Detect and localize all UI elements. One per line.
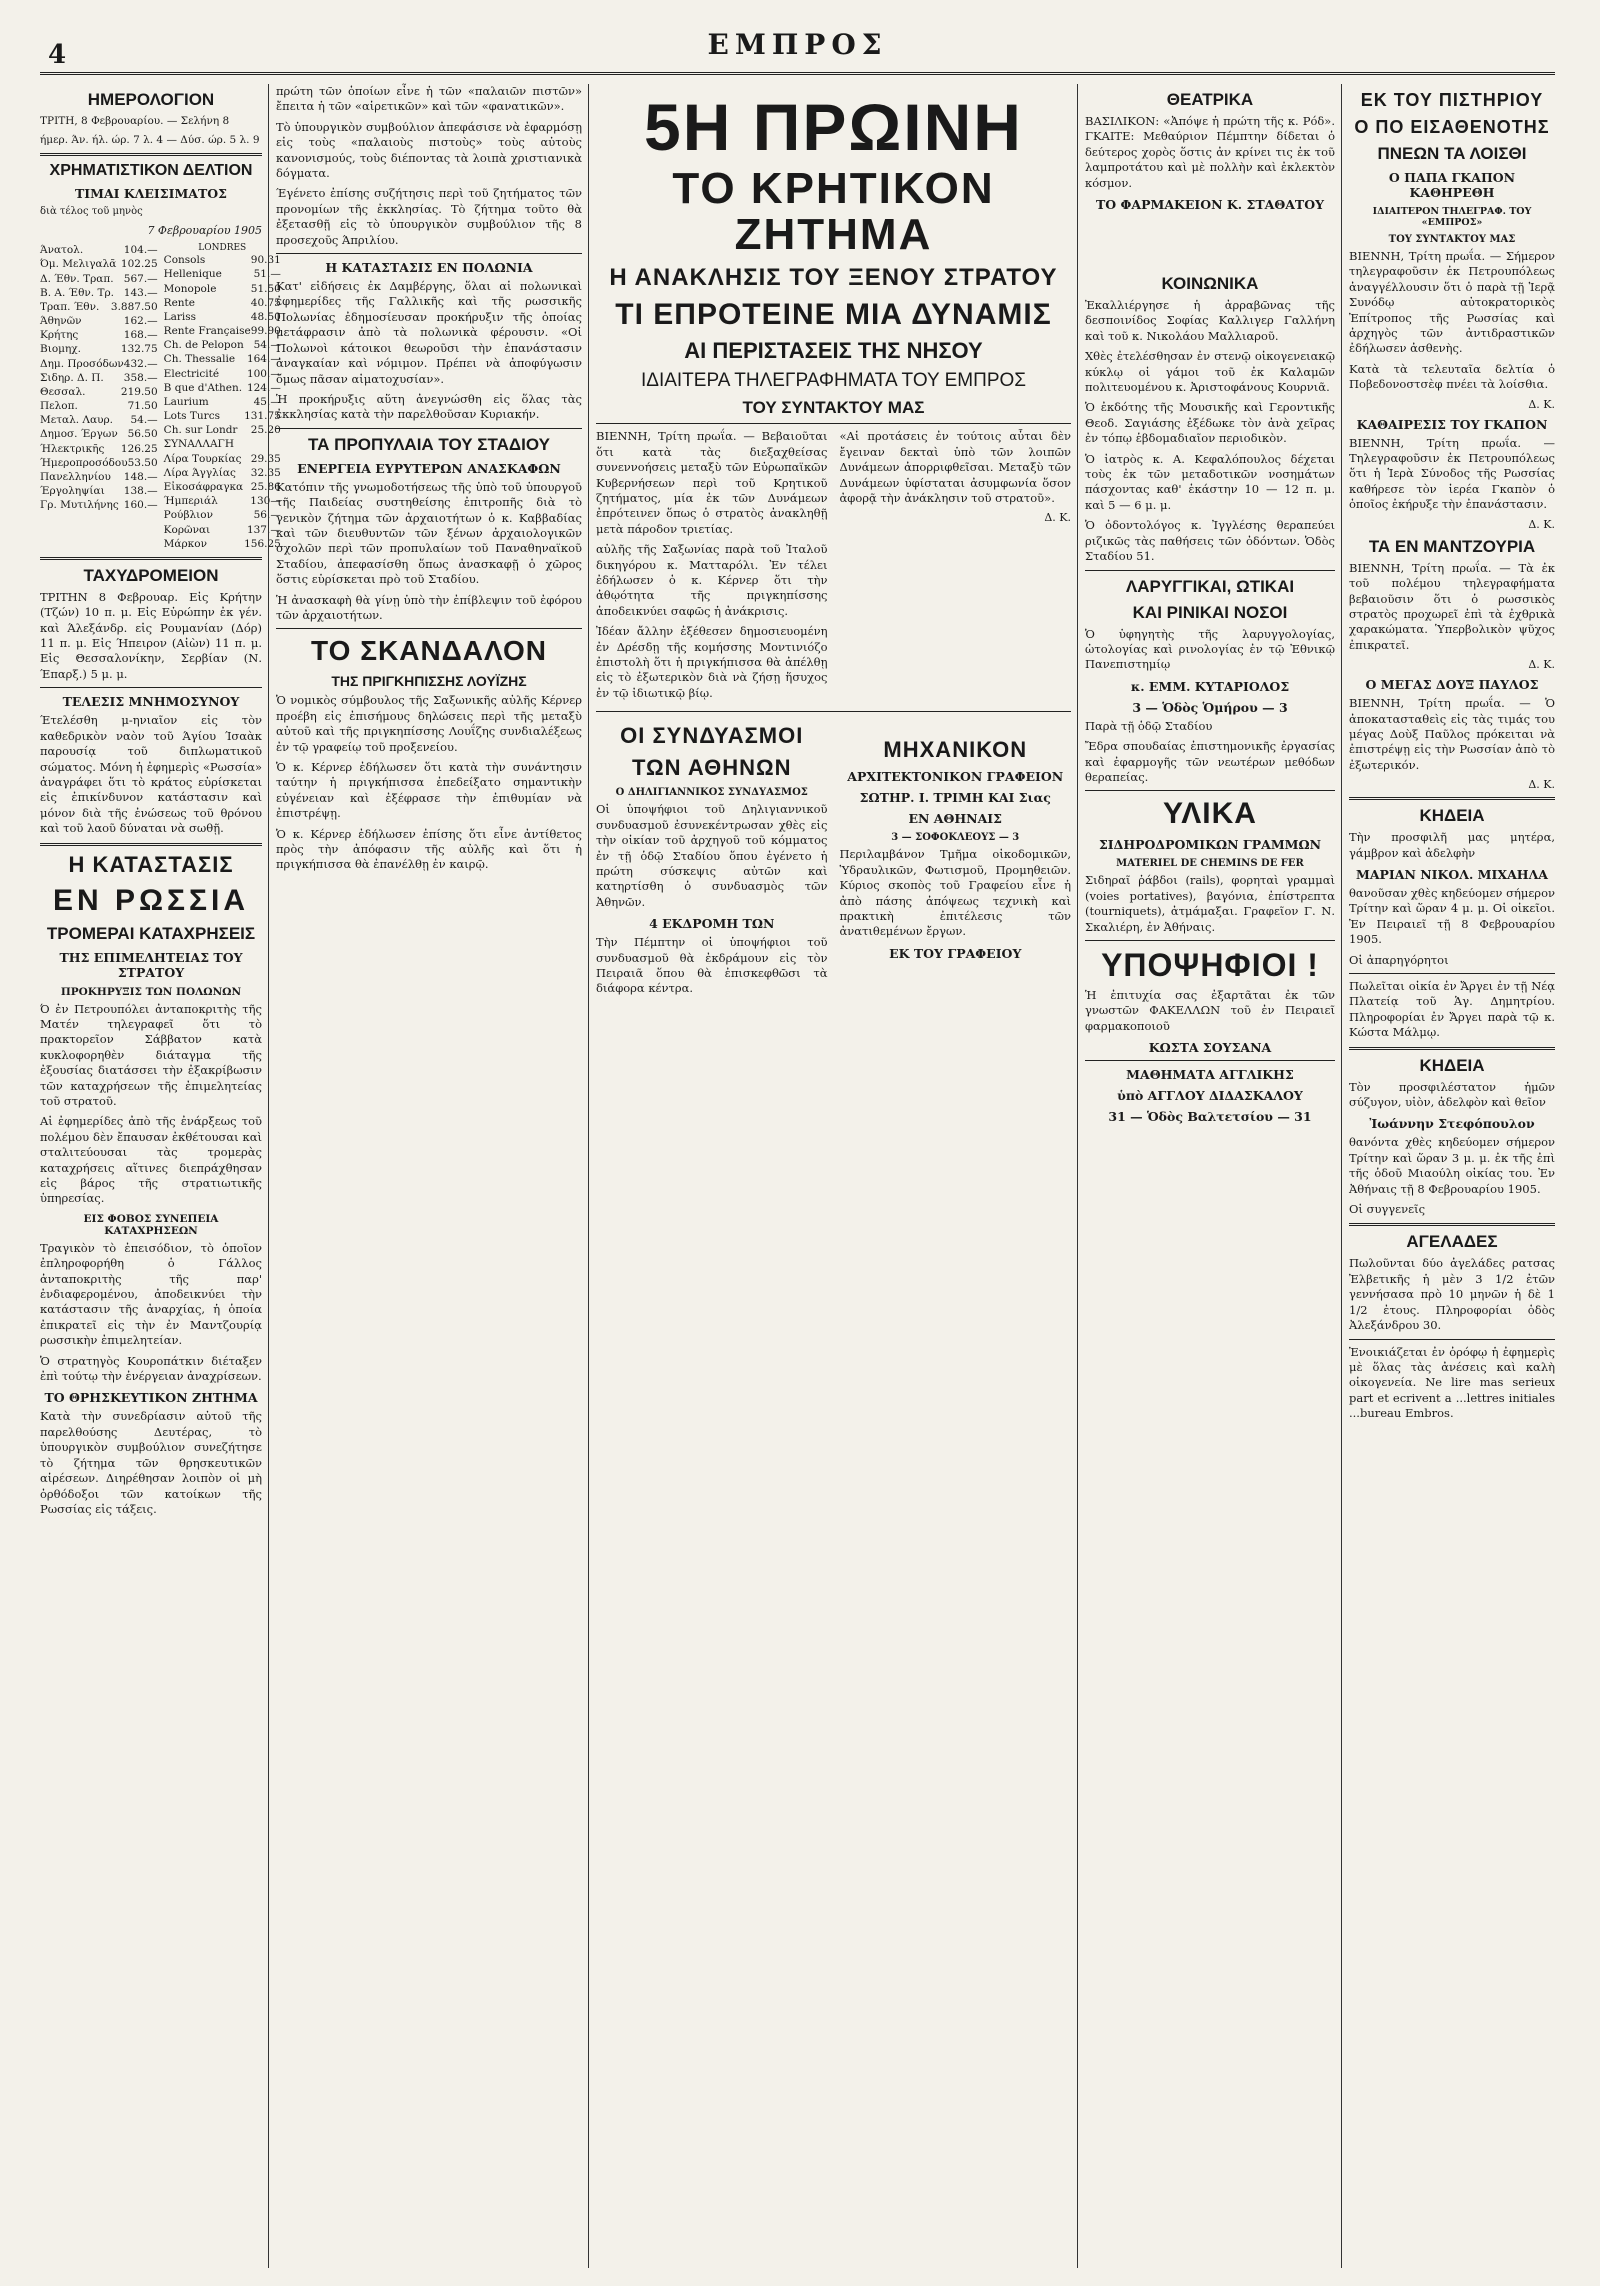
article-text: πρώτη τῶν ὁποίων εἶνε ἡ τῶν «παλαιῶν πιστῶν» ἔπειτα ἡ τῶν «αἱρετικῶν» καὶ τῶν «φανατικῶν». bbox=[276, 84, 582, 114]
price-row bbox=[164, 381, 281, 395]
russia-title-5: ΠΡΟΚΗΡΥΞΙΣ ΤΩΝ ΠΟΛΩΝΩΝ bbox=[60, 985, 242, 998]
social-text: Ἐκαλλιέργησε ἡ ἀρραβῶνας τῆς δεσποινίδος Σοφίας Καλλιγερ Γαλλήνη καὶ τοῦ κ. Νικολάου Μαλλιαροῦ. bbox=[1085, 298, 1335, 343]
divider bbox=[40, 153, 262, 156]
theater-text: ΒΑΣΙΛΙΚΟΝ: «Ἀπόψε ἡ πρώτη τῆς κ. Ρόδ». ΓΚΑΙΤΕ: Μεθαύριον Πέμπτην δίδεται ὁ δεύτερος χορὸς ὅστις ἀν κρίνει τις ἐκ τοῦ λαμπροτάτου καὶ μὲ πολλὴν καὶ ἐκλεκτὸν κόσμον. bbox=[1085, 114, 1335, 190]
post-text: ΤΡΙΤΗΝ 8 Φεβρουαρ. Εἰς Κρήτην (Τζών) 10 π. μ. Εἰς Εὐρώπην ἐκ γέν. καὶ Άλεξάνδρ. εἰς Ρουμανίαν (Δόρ) 11 π. μ. Εἰς Ήπειρον (Αἰὼν) 11 π. μ. Εἰς Θεσσαλονίκην, Σερβίαν (Ν. Έπαρξ.) 5 μ. μ. bbox=[40, 589, 262, 681]
pharmacy-title: ΤΟ ΦΑΡΜΑΚΕΙΟΝ Κ. ΣΤΑΘΑΤΟΥ bbox=[1095, 197, 1325, 213]
signature: Δ. Κ. bbox=[1528, 517, 1555, 531]
cows-text: Πωλοῦνται δύο ἀγελάδες ρατσας Ἐλβετικῆς ἡ μὲν 3 1/2 ἐτῶν γεννήσασα πρὸ 10 μηνῶν ἡ δὲ 1 1/2 ἐτους. Πληροφορίαι ὁδὸς Ἀλεξάνδρου 30. bbox=[1349, 1256, 1555, 1333]
crete-subtitle-3: ΑΙ ΠΕΡΙΣΤΑΣΕΙΣ ΤΗΣ ΝΗΣΟΥ bbox=[684, 338, 983, 364]
article-text: Έγένετο ἐπίσης συζήτησις περὶ τοῦ ζητήματος τῶν προνομίων τῆς ἐκκλησίας. Τὸ ζήτημα τοῦτο θὰ ἐξετασθῇ εἰς τὸ ὑπουργικὸν συμβούλιον τῆς 8 προσεχοῦς Άπριλίου. bbox=[276, 186, 582, 247]
larynx-text: Ὁ ὑφηγητὴς τῆς λαρυγγολογίας, ὠτολογίας καὶ ρινολογίας ἐν τῷ Ἐθνικῷ Πανεπιστημίῳ bbox=[1085, 626, 1335, 672]
price-value: 32.35 bbox=[250, 466, 281, 479]
price-value: 137.— bbox=[246, 523, 281, 536]
divider bbox=[276, 253, 582, 254]
divider bbox=[1085, 570, 1335, 571]
price-label: Ρούβλιον bbox=[163, 509, 213, 522]
prices-subtitle: διὰ τέλος τοῦ μηνὸς bbox=[40, 206, 143, 218]
english-text: ὑπὸ ΑΓΓΛΟΥ ΔΙΔΑΣΚΑΛΟΥ bbox=[1117, 1088, 1303, 1104]
doctor-text: Ὁ ἰατρὸς κ. Α. Κεφαλόπουλος δέχεται τοὺς ἐκ τῶν μεταδοτικῶν νοσημάτων πάσχοντας καθ' ἑκάστην 10 — 12 π. μ. καὶ 5 — 6 μ. μ. bbox=[1085, 451, 1335, 512]
scandal-title-2: ΤΗΣ ΠΡΙΓΚΗΠΙΣΣΗΣ ΛΟΥΪΖΗΣ bbox=[331, 673, 527, 690]
price-value: 51.— bbox=[253, 268, 281, 281]
price-label: Δημοσ. Έργων bbox=[40, 428, 118, 441]
lower-article bbox=[596, 717, 1071, 1001]
column-rule bbox=[588, 84, 589, 2268]
machinery-title-2: ΑΡΧΙΤΕΚΤΟΝΙΚΟΝ ΓΡΑΦΕΙΟΝ bbox=[847, 769, 1064, 785]
price-row bbox=[164, 466, 281, 480]
price-row bbox=[40, 243, 158, 257]
signature: Δ. Κ. bbox=[1528, 397, 1555, 411]
crete-article bbox=[596, 429, 1071, 706]
machinery-title-4: ΕΝ ΑΘΗΝΑΙΣ bbox=[908, 811, 1002, 827]
dentist-text: Ὁ ὀδοντολόγος κ. Ἰγγλέσης θεραπεύει ριζικῶς τὰς παθήσεις τῶν ὀδόντων. Ὁδὸς Σταδίου 51. bbox=[1085, 518, 1335, 564]
price-value: 54.— bbox=[253, 339, 281, 352]
russia-title-4: ΤΗΣ ΕΠΙΜΕΛΗΤΕΙΑΣ ΤΟΥ ΣΤΡΑΤΟΥ bbox=[59, 949, 243, 980]
price-label: Ήμπεριάλ bbox=[163, 495, 218, 508]
price-row bbox=[164, 267, 281, 281]
price-row bbox=[164, 367, 281, 381]
religious-title: ΤΟ ΘΡΗΣΚΕΥΤΙΚΟΝ ΖΗΤΗΜΑ bbox=[44, 1390, 258, 1406]
price-value: 54.— bbox=[130, 414, 158, 427]
divider bbox=[276, 628, 582, 629]
court-title-2: Ο ΠΟ ΕΙΣΑΘΕΝΟΤΗΣ bbox=[1354, 117, 1550, 137]
poland-title: Η ΚΑΤΑΣΤΑΣΙΣ ΕΝ ΠΟΛΩΝΙΑ bbox=[325, 260, 533, 276]
larynx-doctor: κ. ΕΜΜ. ΚΥΤΑΡΙΟΛΟΣ bbox=[1130, 678, 1290, 694]
russia-title-3: ΤΡΟΜΕΡΑΙ ΚΑΤΑΧΡΗΣΕΙΣ bbox=[46, 923, 256, 943]
memorial-title: ΤΕΛΕΣΙΣ ΜΝΗΜΟΣΥΝΟΥ bbox=[62, 694, 240, 710]
page-number: 4 bbox=[48, 40, 67, 70]
price-row bbox=[164, 338, 281, 352]
price-value: 567.— bbox=[123, 272, 158, 285]
books-text: Ὁ ἐκδότης τῆς Μουσικῆς καὶ Γεροντικῆς Θεοδ. Σαγιάσης ἐξέδωκε τὸν ἀνὰ χεῖρας ἐν τόπῳ ἑβδομαδιαῖον περιοδικὸν. bbox=[1085, 400, 1335, 446]
english-address: 31 — Ὁδὸς Βαλτετσίου — 31 bbox=[1108, 1109, 1312, 1125]
funeral-name: Ἰωάννην Στεφόπουλον bbox=[1369, 1116, 1535, 1132]
cows-title: ΑΓΕΛΑΔΕΣ bbox=[1406, 1232, 1498, 1252]
price-row bbox=[164, 523, 281, 537]
signature: Δ. Κ. bbox=[1044, 511, 1071, 525]
price-value: 126.25 bbox=[120, 442, 158, 455]
court-title-5: ΙΔΙΑΙΤΕΡΟΝ ΤΗΛΕΓΡΑΦ. ΤΟΥ «ΕΜΠΡΟΣ» bbox=[1372, 206, 1532, 228]
column-rule bbox=[1077, 84, 1078, 2268]
price-label: Πελοπ. bbox=[40, 400, 78, 413]
candidates-name: ΚΩΣΤΑ ΣΟΥΣΑΝΑ bbox=[1148, 1040, 1272, 1056]
price-value: 40.75 bbox=[250, 296, 281, 309]
price-value: 3.887.50 bbox=[110, 300, 158, 313]
english-title: ΜΑΘΗΜΑΤΑ ΑΓΓΛΙΚΗΣ bbox=[1126, 1067, 1294, 1083]
divider bbox=[1085, 940, 1335, 941]
price-row bbox=[164, 537, 281, 551]
price-row bbox=[164, 310, 281, 324]
price-row bbox=[40, 399, 158, 413]
price-value: 168.— bbox=[123, 329, 158, 342]
rail-title-3: MATERIEL DE CHEMINS DE FER bbox=[1116, 858, 1304, 870]
religious-text: Κατὰ τὴν συνεδρίασιν αὐτοῦ τῆς παρελθούσης Δευτέρας, τὸ ὑπουργικὸν συμβούλιον συνεζήτησε τὸ ζήτημα τῶν θρησκευτικῶν αἱρέσεων. Διηρέθησαν λοιπὸν οἱ μὴ ὀρθόδοξοι τῶν κατοίκων τῆς Ρωσσίας εἰς τάξεις. bbox=[40, 1409, 262, 1516]
divider bbox=[1349, 973, 1555, 974]
divider bbox=[1349, 1223, 1555, 1226]
russia-text: Αἱ ἐφημερίδες ἀπὸ τῆς ἐνάρξεως τοῦ πολέμου δὲν ἔπαυσαν ἐκθέτουσαι καὶ σταλιτεύουσαι τὰς τρομερὰς καταχρήσεις αἵτινες διεπράχθησαν εἰς βάρος τῆς στρατιωτικῆς ὑπηρεσίας. bbox=[40, 1114, 262, 1206]
price-value: 102.25 bbox=[120, 258, 158, 271]
price-value: 71.50 bbox=[127, 400, 158, 413]
notice-text: Ἐνοικιάζεται ἐν ὀρόφῳ ἡ ἐφημερὶς μὲ ὅλας τὰς ἀνέσεις καὶ καλὴ οἰκογενεία. Ne lire mas serieux part et ecrivent a ...lettres initiales ...bureau Embros. bbox=[1349, 1344, 1555, 1421]
price-value: 162.— bbox=[123, 315, 158, 328]
price-value: 53.50 bbox=[127, 456, 158, 469]
column-6 bbox=[1349, 84, 1555, 2268]
price-label: Δ. Έθν. Τραπ. bbox=[40, 272, 114, 285]
court-title-4: Ο ΠΑΠΑ ΓΚΑΠΟΝ ΚΑΘΗΡΕΘΗ bbox=[1388, 170, 1516, 200]
price-label: Rente Française bbox=[163, 325, 251, 338]
larynx-address: 3 — Ὁδὸς Ὁμήρου — 3 bbox=[1132, 699, 1288, 715]
funeral-text: Τὸν προσφιλέστατον ἡμῶν σύζυγον, υἱὸν, ἀδελφὸν καὶ θεῖον bbox=[1349, 1079, 1555, 1110]
price-value: 100.— bbox=[246, 367, 281, 380]
russia-title-1: Η ΚΑΤΑΣΤΑΣΙΣ bbox=[68, 851, 234, 877]
divider bbox=[1349, 1339, 1555, 1340]
price-row bbox=[40, 342, 158, 356]
price-row bbox=[40, 257, 158, 271]
duke-text: ΒΙΕΝΝΗ, Τρίτη πρωΐα. — Ὁ ἀποκατασταθεὶς εἰς τὰς τιμάς του μέγας Δοὺξ Παῦλος πρόκειται νὰ ἐπιστρέψῃ εἰς τὴν Ρωσσίαν ἀπὸ τὸ ἐξωτερικόν. bbox=[1349, 696, 1555, 772]
price-row bbox=[40, 456, 158, 470]
larynx-text: Ἔδρα σπουδαίας ἐπιστημονικῆς ἐργασίας καὶ ἐφαρμογῆς τῶν νεωτέρων μεθόδων θεραπείας. bbox=[1085, 739, 1335, 784]
rail-text: Σιδηραῖ ῥάβδοι (rails), φορηταὶ γραμμαὶ (voies portatives), βαγόνια, ἐπίστρεπτα (tourniquets), ἀτμάμαξαι. Γραφεῖον Γ. Ν. Σκαλιέρη, ἐν Ἀθήναις. bbox=[1085, 873, 1335, 934]
divider bbox=[1349, 1047, 1555, 1050]
price-row bbox=[40, 272, 158, 286]
price-value: 124.— bbox=[246, 381, 281, 394]
column-3 bbox=[596, 84, 1071, 2268]
price-value: 45.— bbox=[253, 395, 281, 408]
price-row bbox=[164, 324, 281, 338]
price-value: 25.86 bbox=[250, 481, 281, 493]
price-table bbox=[40, 243, 281, 551]
price-value: 138.— bbox=[123, 485, 158, 498]
machinery-address: 3 — ΣΟΦΟΚΛΕΟΥΣ — 3 bbox=[891, 832, 1020, 844]
scandal-text: Ὁ κ. Κέρνερ ἐδήλωσεν ὅτι κατὰ τὴν συνάντησιν ταύτην ἡ πριγκήπισσα ἐπεδείξατο σημαντικὴν εὐγένειαν καὶ ἐξέφρασε τὴν ἐπιθυμίαν νὰ ἐπιστρέψῃ. bbox=[276, 760, 582, 821]
price-value: 358.— bbox=[123, 371, 158, 384]
price-label: Τραπ. Έθν. bbox=[40, 300, 100, 313]
court-title-3: ΠΝΕΩΝ ΤΑ ΛΟΙΣΘΙ bbox=[1377, 144, 1527, 163]
calendar-line: ήμερ. Άν. ήλ. ώρ. 7 λ. 4 — Δύσ. ώρ. 5 λ. 9 bbox=[40, 134, 260, 147]
price-column-right bbox=[164, 243, 281, 551]
machinery-block bbox=[840, 717, 1072, 1001]
column-5-top bbox=[1085, 84, 1335, 264]
memorial-text: Έτελέσθη μ-ηνιαῖον εἰς τὸν καθεδρικὸν ναὸν τοῦ Άγίου Ίσαὰκ παρουσίᾳ τοῦ διπλωματικοῦ σώματος. Μόνη ἡ ἐφημερὶς «Ρωσσία» ἀναγράφει ὅτι τὸ κράτος εὑρίσκεται εἰς ἐπικίνδυνον κατάστασιν καὶ μόνον διὰ τῆς ἐνώσεως τοῦ θρόνου καὶ τοῦ λαοῦ δύναται νὰ σωθῇ. bbox=[40, 713, 262, 836]
gapon-title: ΚΑΘΑΙΡΕΣΙΣ ΤΟΥ ΓΚΑΠΟΝ bbox=[1356, 416, 1548, 432]
funeral-signature: Οἱ συγγενεῖς bbox=[1349, 1202, 1426, 1217]
poland-text: Ἡ προκήρυξις αὕτη ἀνεγνώσθη εἰς ὅλας τὰς ἐκκλησίας κατὰ τὴν παρελθοῦσαν Κυριακήν. bbox=[276, 391, 582, 422]
manchuria-title: ΤΑ ΕΝ ΜΑΝΤΖΟΥΡΙΑ bbox=[1368, 536, 1536, 556]
price-label: Μεταλ. Λαυρ. bbox=[40, 414, 113, 427]
price-row bbox=[164, 253, 281, 267]
column-rule bbox=[268, 84, 269, 2268]
larynx-address-2: Παρὰ τῇ ὁδῷ Σταδίου bbox=[1085, 718, 1213, 733]
price-label: Ήλεκτρικῆς bbox=[40, 442, 105, 455]
column-2 bbox=[276, 84, 582, 2268]
price-value: 164.— bbox=[246, 353, 281, 366]
divider bbox=[596, 711, 1071, 712]
calendar-title: ΗΜΕΡΟΛΟΓΙΟΝ bbox=[87, 90, 215, 109]
fear-text: Τραγικὸν τὸ ἐπεισόδιον, τὸ ὁποῖον ἐπληροφορήθη ὁ Γάλλος ἀνταποκριτὴς τῆς παρ' ἐνδιαφερομένου, ἀποδεικνύει τὴν κατάστασιν τῆς ἀναρχίας, ἡ ὁποία ἐπικρατεῖ εἰς τὴν ἐν Μαντζουρίᾳ ρωσσικὴν ἐπιμελητείαν. bbox=[40, 1240, 262, 1348]
price-value: 143.— bbox=[123, 286, 158, 299]
divider bbox=[40, 687, 262, 688]
divider bbox=[40, 557, 262, 560]
price-row bbox=[164, 423, 281, 437]
coalitions-title-2: ΤΩΝ ΑΘΗΝΩΝ bbox=[631, 755, 792, 781]
exchange-title: ΧΡΗΜΑΤΙΣΤΙΚΟΝ ΔΕΛΤΙΟΝ bbox=[49, 162, 253, 180]
court-text: ΒΙΕΝΝΗ, Τρίτη πρωΐα. — Σήμερον τηλεγραφοῦσιν ἐκ Πετρουπόλεως ἀναγγέλλουσιν ὅτι ὁ παρὰ τῇ Ἱερᾷ Συνόδῳ αὐτοκρατορικὸς Ἐπίτροπος τῆς Ρωσσίας καὶ ἀρχηγὸς τῶν ἀντιδραστικῶν ἐδήλωσεν ἀσθενὴς. bbox=[1349, 249, 1555, 356]
crete-col-b bbox=[840, 429, 1072, 706]
price-value: 25.20 bbox=[250, 424, 281, 437]
price-row bbox=[40, 314, 158, 328]
price-value: 29.35 bbox=[250, 452, 281, 465]
column-rule bbox=[1341, 84, 1342, 2268]
telegram-title: ΙΔΙΑΙΤΕΡΑ ΤΗΛΕΓΡΑΦΗΜΑΤΑ ΤΟΥ ΕΜΠΡΟΣ bbox=[640, 370, 1027, 392]
price-row bbox=[164, 452, 281, 466]
price-label: Lots Turcs bbox=[163, 410, 220, 423]
manchuria-text: ΒΙΕΝΝΗ, Τρίτη πρωΐα. — Τὰ ἐκ τοῦ πολέμου τηλεγραφήματα βεβαιοῦσιν ὅτι ὁ ρωσσικὸς στρατὸς προχωρεῖ ἐπὶ τὰ ἐχθρικὰ χαρακώματα. Ὑπερβολικὸν ψῦχος ἐπικρατεῖ. bbox=[1349, 560, 1555, 652]
crete-text: ΒΙΕΝΝΗ, Τρίτη πρωΐα. — Βεβαιοῦται ὅτι κατὰ τὰς διεξαχθείσας συνεννοήσεις μεταξὺ τῶν Εὐρωπαϊκῶν Κυβερνήσεων περὶ τοῦ Κρητικοῦ ζητήματος, μία ἐκ τῶν Δυνάμεων ἐπρότεινεν ὅπως ὁ στρατὸς ἀνακληθῇ μετὰ πάροδον τριετίας. bbox=[596, 429, 828, 536]
crete-subtitle-2: ΤΙ ΕΠΡΟΤΕΙΝΕ ΜΙΑ ΔΥΝΑΜΙΣ bbox=[615, 298, 1052, 332]
excursion-title: 4 ΕΚΔΡΟΜΗ ΤΩΝ bbox=[649, 916, 775, 932]
price-row bbox=[40, 470, 158, 484]
saxon-text: Ἰδέαν ἄλλην ἐξέθεσεν δημοσιευομένη ἐν Δρέσδῃ τῆς κομήσσης Μοντινιόζο ἐπιστολὴ ὅτι ἡ πριγκήπισσα θὰ ἀπέλθῃ εἰς τὸ ἐξωτερικὸν διὰ νὰ ζήσῃ ἥσυχος ἐν τῷ ἰδιωτικῷ βίῳ. bbox=[596, 624, 828, 700]
price-value: 51.50 bbox=[250, 282, 281, 295]
price-row bbox=[40, 300, 158, 314]
larynx-title-1: ΛΑΡΥΓΓΙΚΑΙ, ΩΤΙΚΑΙ bbox=[1125, 576, 1295, 596]
price-row bbox=[40, 328, 158, 342]
court-title-6: ΤΟΥ ΣΥΝΤΑΚΤΟΥ ΜΑΣ bbox=[1388, 234, 1516, 245]
price-label: Ch. Thessalie bbox=[163, 353, 236, 366]
funeral-title: ΚΗΔΕΙΑ bbox=[1419, 806, 1485, 826]
post-title: ΤΑΧΥΔΡΟΜΕΙΟΝ bbox=[83, 565, 219, 585]
price-row bbox=[164, 494, 281, 508]
price-label: Rente bbox=[163, 296, 195, 309]
sale-text: Πωλεῖται οἰκία ἐν Ἄργει ἐν τῇ Νέᾳ Πλατείᾳ τοῦ Ἁγ. Δημητρίου. Πληροφορίαι ἐν Ἄργει παρὰ τῷ κ. Κώστα Μάλμῳ. bbox=[1349, 979, 1555, 1040]
footer-note: ΕΚ ΤΟΥ ΓΡΑΦΕΙΟΥ bbox=[889, 945, 1022, 961]
coalitions-block bbox=[596, 717, 828, 1001]
coalitions-text: Οἱ ὑποψήφιοι τοῦ Δηλιγιαννικοῦ συνδυασμοῦ ἐσυνεκέντρωσαν χθὲς εἰς τὴν οἰκίαν τοῦ ἀρχηγοῦ τοῦ κόμματος ἐν τῇ ὁδῷ Σταδίου ὅπου ἐγένετο ἡ πρώτη σύσκεψις αὐτῶν καὶ κατηρτίσθη ὁ συνδυασμὸς τῶν Ἀθηνῶν. bbox=[596, 802, 828, 909]
price-label: B que d'Athen. bbox=[163, 381, 243, 394]
price-row bbox=[164, 282, 281, 296]
price-label: Σιδηρ. Δ. Π. bbox=[40, 371, 104, 384]
theater-title: ΘΕΑΤΡΙΚΑ bbox=[1166, 90, 1254, 109]
price-label: Ch. de Pelopon bbox=[163, 339, 244, 352]
price-value: 99.90 bbox=[250, 325, 281, 338]
price-value: 130— bbox=[250, 495, 281, 508]
price-row bbox=[164, 437, 281, 451]
price-row bbox=[40, 498, 158, 512]
price-row bbox=[40, 413, 158, 427]
price-label: Β. Α. Έθν. Τρ. bbox=[40, 286, 114, 299]
price-value: 131.75 bbox=[244, 410, 281, 423]
poland-text: Κατ' εἰδήσεις ἐκ Δαμβέργης, ὅλαι αἱ πολωνικαὶ ἐφημερίδες τῆς Γαλλικῆς καὶ τῆς ρωσσικῆς Πολωνίας ἐδημοσίευσαν προκήρυξιν τῆς ὁποίας μετάφρασιν ἀπὸ τὰ πολωνικὰ φέρουσιν. «Οἱ Πολωνοὶ κάτοικοι θεωροῦσι τὴν ἐπανάστασιν ἀναγκαίαν καὶ νόμιμον. Πρέπει νὰ ἀποφύγωσιν ὅμως πᾶσαν αἱματοχυσίαν». bbox=[276, 279, 582, 386]
prices-title: ΤΙΜΑΙ ΚΛΕΙΣΙΜΑΤΟΣ bbox=[74, 186, 228, 202]
russia-text: Ό ἐν Πετρουπόλει ἀνταποκριτὴς τῆς Ματέν τηλεγραφεῖ ὅτι τὸ πρακτορεῖον Σάββατον κατὰ κυκλοφορηθὲν διάταγμα τῆς ἐξουσίας διατάσσει τὴν ἐξακρίβωσιν τῶν καταχρήσεων τῆς ἐπιμελητείας τοῦ στρατοῦ. bbox=[40, 1001, 262, 1108]
price-row bbox=[164, 508, 281, 522]
price-value: 132.75 bbox=[120, 343, 158, 356]
price-label: Κορῶναι bbox=[163, 523, 211, 536]
column-1 bbox=[40, 84, 281, 2268]
price-label: Monopole bbox=[163, 282, 217, 295]
price-label: Έργοληψίαι bbox=[40, 485, 105, 498]
price-row bbox=[40, 427, 158, 441]
price-row bbox=[40, 484, 158, 498]
scandal-text: Ὁ νομικὸς σύμβουλος τῆς Σαξωνικῆς αὐλῆς Κέρνερ προέβη εἰς ἐπισήμους δηλώσεις περὶ τῆς μεταξὺ αὐτοῦ καὶ τῆς πριγκηπίσσης Λουΐζης συνδιαλέξεως ἐν τῷ γραφείῳ τοῦ προξενείου. bbox=[276, 693, 582, 754]
price-row bbox=[40, 442, 158, 456]
calendar-line: ΤΡΙΤΗ, 8 Φεβρουαρίου. — Σελήνη 8 bbox=[40, 115, 230, 127]
price-row bbox=[40, 286, 158, 300]
price-row bbox=[164, 409, 281, 423]
rail-title-2: ΣΙΔΗΡΟΔΡΟΜΙΚΩΝ ΓΡΑΜΜΩΝ bbox=[1098, 837, 1322, 853]
excursion-text: Τὴν Πέμπτην οἱ ὑποψήφιοι τοῦ συνδυασμοῦ θὰ ἐκδράμουν εἰς τὸν Πειραιᾶ ὅπου θὰ ἐπισκεφθῶσι τὰ διάφορα κέντρα. bbox=[596, 935, 828, 996]
article-text: Τὸ ὑπουργικὸν συμβούλιον ἀπεφάσισε νὰ ἐφαρμόσῃ εἰς τοὺς «παλαιοὺς πιστοὺς» τοὺς αὐτοὺς κανονισμούς, τοὺς διέποντας τὰ λοιπὰ χριστιανικὰ δόγματα. bbox=[276, 119, 582, 181]
price-value: 104.— bbox=[123, 244, 158, 257]
funeral-title: ΚΗΔΕΙΑ bbox=[1419, 1055, 1485, 1075]
price-label: Λίρα Άγγλίας bbox=[163, 466, 236, 479]
column-4 bbox=[1085, 268, 1335, 2268]
divider bbox=[1085, 790, 1335, 791]
scandal-title-1: ΤΟ ΣΚΑΝΔΑΛΟΝ bbox=[311, 635, 547, 667]
divider bbox=[1085, 1060, 1335, 1061]
telegram-subtitle: ΤΟΥ ΣΥΝΤΑΚΤΟΥ ΜΑΣ bbox=[742, 398, 925, 418]
candidates-title: ΥΠΟΨΗΦΙΟΙ ! bbox=[1101, 946, 1319, 983]
stadium-title-1: ΤΑ ΠΡΟΠΥΛΑΙΑ ΤΟΥ ΣΤΑΔΙΟΥ bbox=[308, 434, 550, 454]
coalitions-title-1: ΟΙ ΣΥΝΔΥΑΣΜΟΙ bbox=[620, 723, 804, 749]
crete-subtitle-1: Η ΑΝΑΚΛΗΣΙΣ ΤΟΥ ΞΕΝΟΥ ΣΤΡΑΤΟΥ bbox=[609, 264, 1058, 292]
stadium-title-2: ΕΝΕΡΓΕΙΑ ΕΥΡΥΤΕΡΩΝ ΑΝΑΣΚΑΦΩΝ bbox=[297, 460, 561, 476]
price-label: Hellenique bbox=[163, 268, 222, 281]
price-value: 48.50 bbox=[250, 310, 281, 323]
price-value: 160.— bbox=[123, 499, 158, 512]
price-row bbox=[40, 371, 158, 385]
price-label: Εἰκοσάφραγκα bbox=[163, 481, 244, 493]
social-text: Χθὲς ἐτελέσθησαν ἐν στενῷ οἰκογενειακῷ κύκλῳ οἱ γάμοι τοῦ ἐκ Καλαμῶν πολιτευομένου κ. Ἀριστοφάνους Κουρνιᾶ. bbox=[1085, 349, 1335, 395]
funeral-text: θανόντα χθὲς κηδεύομεν σήμερον Τρίτην καὶ ὥραν 3 μ. μ. ἐκ τῆς ἐπὶ τῆς ὁδοῦ Μιαούλη οἰκίας του. Ἐν Ἀθήναις τῇ 8 Φεβρουαρίου 1905. bbox=[1349, 1135, 1555, 1196]
price-value: 148.— bbox=[123, 471, 158, 483]
price-label: Λίρα Τουρκίας bbox=[163, 452, 242, 465]
price-label: ΣΥΝΑΛΛΑΓΗ bbox=[163, 438, 234, 451]
funeral-text: Τὴν προσφιλῆ μας μητέρα, γάμβρον καὶ ἀδελφὴν bbox=[1349, 830, 1555, 860]
court-title-1: ΕΚ ΤΟΥ ΠΙΣΤΗΡΙΟΥ bbox=[1360, 90, 1544, 110]
price-row bbox=[40, 357, 158, 371]
gapon-text: ΒΙΕΝΝΗ, Τρίτη πρωΐα. — Τηλεγραφοῦσιν ἐκ Πετρουπόλεως ὅτι ἡ Ἱερὰ Σύνοδος τῆς Ρωσσίας καθήρεσε τὸν ἱερέα Γκαπὸν ὁ ὁποῖος ἐκήρυξε τὴν ἐπανάστασιν. bbox=[1349, 435, 1555, 512]
price-value: 90.31 bbox=[250, 254, 281, 267]
machinery-title-3: ΣΩΤΗΡ. Ι. ΤΡΙΜΗ ΚΑΙ Σιας bbox=[859, 790, 1051, 806]
price-label: Electricité bbox=[163, 367, 220, 380]
stadium-text: Κατόπιν τῆς γνωμοδοτήσεως τῆς ὑπὸ τοῦ ὑπουργοῦ τῆς Παιδείας συστηθείσης ἐπιτροπῆς διὰ τὸ γενικὸν ζήτημα τῶν ἀρχαιοτήτων ὁ κ. Καββαδίας καὶ τῶν διευθυντῶν τῶν ξένων ἀρχαιολογικῶν σχολῶν περὶ τῶν προπυλαίων τοῦ Παναθηναϊκοῦ Σταδίου, ἀπεφασίσθη ὅπως ἀνασκαφῇ ὁ χῶρος ὅστις εὑρίσκεται πρὸ τοῦ Σταδίου. bbox=[276, 479, 582, 587]
fear-text: Ὁ στρατηγὸς Κουροπάτκιν διέταξεν ἐπὶ τούτῳ τὴν ἐνέργειαν ἀναχρίσεων. bbox=[40, 1353, 262, 1384]
stadium-text: Ἡ ἀνασκαφὴ θὰ γίνῃ ὑπὸ τὴν ἐπίβλεψιν τοῦ ἐφόρου τῶν ἀρχαιοτήτων. bbox=[276, 592, 582, 622]
price-row bbox=[164, 395, 281, 409]
divider bbox=[40, 843, 262, 846]
machinery-title-1: ΜΗΧΑΝΙΚΟΝ bbox=[883, 737, 1028, 763]
price-row bbox=[164, 352, 281, 366]
price-label: Δημ. Προσόδων bbox=[40, 357, 124, 370]
price-row bbox=[164, 296, 281, 310]
price-label: Ήμεροπροσόδου bbox=[40, 456, 128, 469]
price-label: Πανελληνίου bbox=[40, 471, 111, 483]
price-column-left bbox=[40, 243, 158, 551]
price-rows-right bbox=[164, 253, 281, 551]
larynx-title-2: ΚΑΙ ΡΙΝΙΚΑΙ ΝΟΣΟΙ bbox=[1132, 602, 1288, 622]
russia-title-2: ΕΝ ΡΩΣΣΙΑ bbox=[52, 883, 250, 917]
court-text: Κατὰ τὰ τελευταῖα δελτία ὁ Ποβεδονοστσὲφ πνέει τὰ λοίσθια. bbox=[1349, 361, 1555, 392]
banner-headline: 5Η ΠΡΩΙΝΗ bbox=[644, 90, 1023, 164]
funeral-name: ΜΑΡΙΑΝ ΝΙΚΟΛ. ΜΙΧΑΗΛΑ bbox=[1356, 866, 1548, 882]
price-label: Laurium bbox=[163, 395, 209, 408]
price-row bbox=[40, 385, 158, 399]
rail-title-1: ΥΛΙΚΑ bbox=[1163, 797, 1257, 831]
price-value: 56.— bbox=[253, 509, 281, 522]
price-row bbox=[164, 480, 281, 494]
machinery-text: Περιλαμβάνον Τμῆμα οἰκοδομικῶν, Ὑδραυλικῶν, Φωτισμοῦ, Προμηθειῶν. Κύριος σκοπὸς τοῦ Γραφείου εἶνε ἡ ἀπὸ πάσης ἀπόψεως τεχνικὴ καὶ πρακτικὴ ἐπιτέλεσις τῶν ἀνατιθεμένων ἔργων. bbox=[839, 847, 1071, 939]
top-rule bbox=[40, 72, 1555, 75]
london-label: LONDRES bbox=[198, 243, 247, 254]
price-value: 56.50 bbox=[127, 428, 158, 441]
funeral-text: θανοῦσαν χθὲς κηδεύομεν σήμερον Τρίτην καὶ ὥραν 4 μ. μ. Οἱ οἰκεῖοι. Ἐν Πειραιεῖ τῇ 8 Φεβρουαρίου 1905. bbox=[1349, 885, 1555, 947]
crete-col-a bbox=[596, 429, 828, 706]
divider bbox=[1349, 797, 1555, 800]
price-label: Όμ. Μελιγαλᾶ bbox=[40, 258, 117, 271]
price-value: 219.50 bbox=[120, 385, 158, 398]
social-title: ΚΟΙΝΩΝΙΚΑ bbox=[1161, 274, 1259, 293]
price-value: 156.25 bbox=[244, 537, 281, 550]
newspaper-page bbox=[40, 28, 1555, 2268]
crete-title: ΤΟ ΚΡΗΤΙΚΟΝ ΖΗΤΗΜΑ bbox=[672, 164, 995, 260]
price-label: Μάρκον bbox=[163, 537, 207, 550]
price-label: Θεσσαλ. bbox=[40, 385, 86, 398]
price-label: Κρήτης bbox=[40, 329, 79, 342]
signature: Δ. Κ. bbox=[1528, 658, 1555, 672]
crete-text: «Αἱ προτάσεις ἐν τούτοις αὗται δὲν ἔγειναν δεκταὶ ὑπὸ τῶν λοιπῶν Δυνάμεων ἀπορριφθεῖσαι. Μεταξὺ τῶν Δυνάμεων ὑφίσταται ἀσυμφωνία ὅσον ἀφορᾷ τὴν ἀνάκλησιν τοῦ στρατοῦ». bbox=[839, 429, 1071, 505]
price-value: 432.— bbox=[123, 357, 158, 370]
coalitions-title-3: Ο ΔΗΛΙΓΙΑΝΝΙΚΟΣ ΣΥΝΔΥΑΣΜΟΣ bbox=[615, 787, 808, 799]
candidates-text: Ἡ ἐπιτυχία σας ἐξαρτᾶται ἐκ τῶν γνωστῶν ΦΑΚΕΛΛΩΝ τοῦ ἐν Πειραιεῖ φαρμακοποιοῦ bbox=[1085, 987, 1335, 1033]
divider bbox=[276, 428, 582, 429]
price-label: Lariss bbox=[163, 310, 197, 323]
funeral-signature: Οἱ ἀπαρηγόρητοι bbox=[1349, 952, 1449, 967]
price-label: Βιομηχ. bbox=[40, 343, 81, 356]
price-label: Consols bbox=[163, 254, 206, 267]
exchange-date: 7 Φεβρουαρίου 1905 bbox=[147, 223, 262, 237]
duke-title: Ο ΜΕΓΑΣ ΔΟΥΞ ΠΑΥΛΟΣ bbox=[1365, 677, 1539, 693]
signature: Δ. Κ. bbox=[1528, 778, 1555, 792]
masthead: ΕΜΠΡΟΣ bbox=[707, 28, 888, 61]
price-label: Γρ. Μυτιλήνης bbox=[40, 499, 119, 512]
divider bbox=[596, 423, 1071, 424]
fear-title: ΕΙΣ ΦΟΒΟΣ ΣΥΝΕΠΕΙΑ ΚΑΤΑΧΡΗΣΕΩΝ bbox=[83, 1212, 219, 1237]
price-label: Άνατολ. bbox=[40, 244, 84, 257]
scandal-text: Ὁ κ. Κέρνερ ἐδήλωσεν ἐπίσης ὅτι εἶνε ἀντίθετος πρὸς τὴν ἀπόφασιν τῆς αὐλῆς καὶ ὅτι ἡ πριγκήπισσα θὰ ἐπανέλθῃ ἐν καιρῷ. bbox=[276, 826, 582, 872]
saxon-text: αὐλῆς τῆς Σαξωνίας παρὰ τοῦ Ἰταλοῦ δικηγόρου κ. Ματταρόλι. Ἐν τέλει ἐδήλωσεν ὁ κ. Κέρνερ ὅτι τὴν ἀθῳότητα τῆς πριγκηπίσσης ἀποδεικνύει σαφῶς ἡ ἀνάκρισις. bbox=[596, 542, 828, 618]
price-label: Ch. sur Londr bbox=[163, 424, 238, 437]
price-label: Άθηνῶν bbox=[40, 315, 82, 328]
